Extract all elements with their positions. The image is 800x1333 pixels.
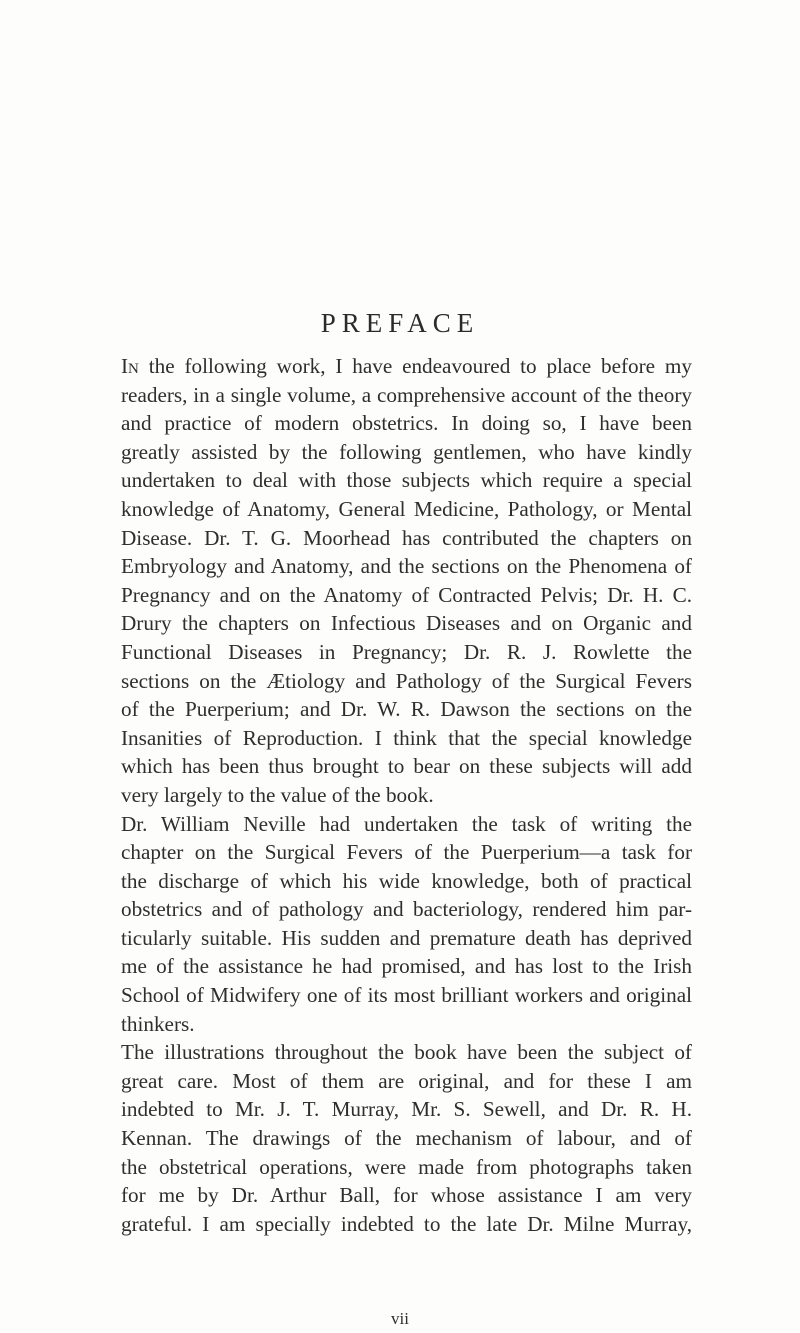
text-line: Drury the chapters on Infectious Diseases and on Organic and xyxy=(121,611,692,636)
preface-body xyxy=(121,352,692,1238)
text-line: Insanities of Reproduction. I think that the special knowledge xyxy=(121,725,692,750)
text-line: for me by Dr. Arthur Ball, for whose assistance I am very xyxy=(121,1183,692,1208)
text-line: readers, in a single volume, a comprehensive account of the theory xyxy=(121,382,692,407)
text-line: greatly assisted by the following gentlemen, who have kindly xyxy=(121,439,692,464)
text-line: In the following work, I have endeavoured to place before my xyxy=(121,354,692,378)
page-title: PREFACE xyxy=(320,308,480,338)
text-line: Pregnancy and on the Anatomy of Contracted Pelvis; Dr. H. C. xyxy=(121,582,692,607)
text-line: ticularly suitable. His sudden and premature death has deprived xyxy=(121,925,692,950)
text-line: which has been thus brought to bear on these subjects will add xyxy=(121,754,692,779)
paragraph-1 xyxy=(121,352,692,810)
text-line: Functional Diseases in Pregnancy; Dr. R. J. Rowlette the xyxy=(121,639,692,664)
text-line: Kennan. The drawings of the mechanism of labour, and of xyxy=(121,1126,692,1151)
text-line: and practice of modern obstetrics. In doing so, I have been xyxy=(121,411,692,436)
drop-word: In xyxy=(121,354,139,378)
text-line: great care. Most of them are original, and for these I am xyxy=(121,1068,692,1093)
text-line: indebted to Mr. J. T. Murray, Mr. S. Sewell, and Dr. R. H. xyxy=(121,1097,692,1122)
paragraph-2 xyxy=(121,810,692,1039)
text-line: very largely to the value of the book. xyxy=(121,782,434,807)
text-line: Embryology and Anatomy, and the sections on the Phenomena of xyxy=(121,554,692,579)
text-line: me of the assistance he had promised, and has lost to the Irish xyxy=(121,954,692,979)
text-line: the obstetrical operations, were made from photographs taken xyxy=(121,1154,692,1179)
text-line: of the Puerperium; and Dr. W. R. Dawson the sections on the xyxy=(121,697,692,722)
text-line: grateful. I am specially indebted to the late Dr. Milne Murray, xyxy=(121,1211,692,1236)
text-line: knowledge of Anatomy, General Medicine, Pathology, or Mental xyxy=(121,496,692,521)
text-line: Disease. Dr. T. G. Moorhead has contributed the chapters on xyxy=(121,525,692,550)
text-line: Dr. William Neville had undertaken the task of writing the xyxy=(121,811,692,836)
page-number: vii xyxy=(391,1309,409,1328)
text-line: The illustrations throughout the book have been the subject of xyxy=(121,1040,692,1065)
text-line: thinkers. xyxy=(121,1011,195,1036)
paragraph-3 xyxy=(121,1038,692,1238)
text-line: sections on the Ætiology and Pathology of the Surgical Fevers xyxy=(121,668,692,693)
text-line: the discharge of which his wide knowledge, both of practical xyxy=(121,868,692,893)
text-line: School of Midwifery one of its most brilliant workers and original xyxy=(121,983,692,1008)
text-line: chapter on the Surgical Fevers of the Puerperium—a task for xyxy=(121,840,692,865)
text-line: undertaken to deal with those subjects which require a special xyxy=(121,468,692,493)
text-line: obstetrics and of pathology and bacteriology, rendered him par- xyxy=(121,897,692,922)
